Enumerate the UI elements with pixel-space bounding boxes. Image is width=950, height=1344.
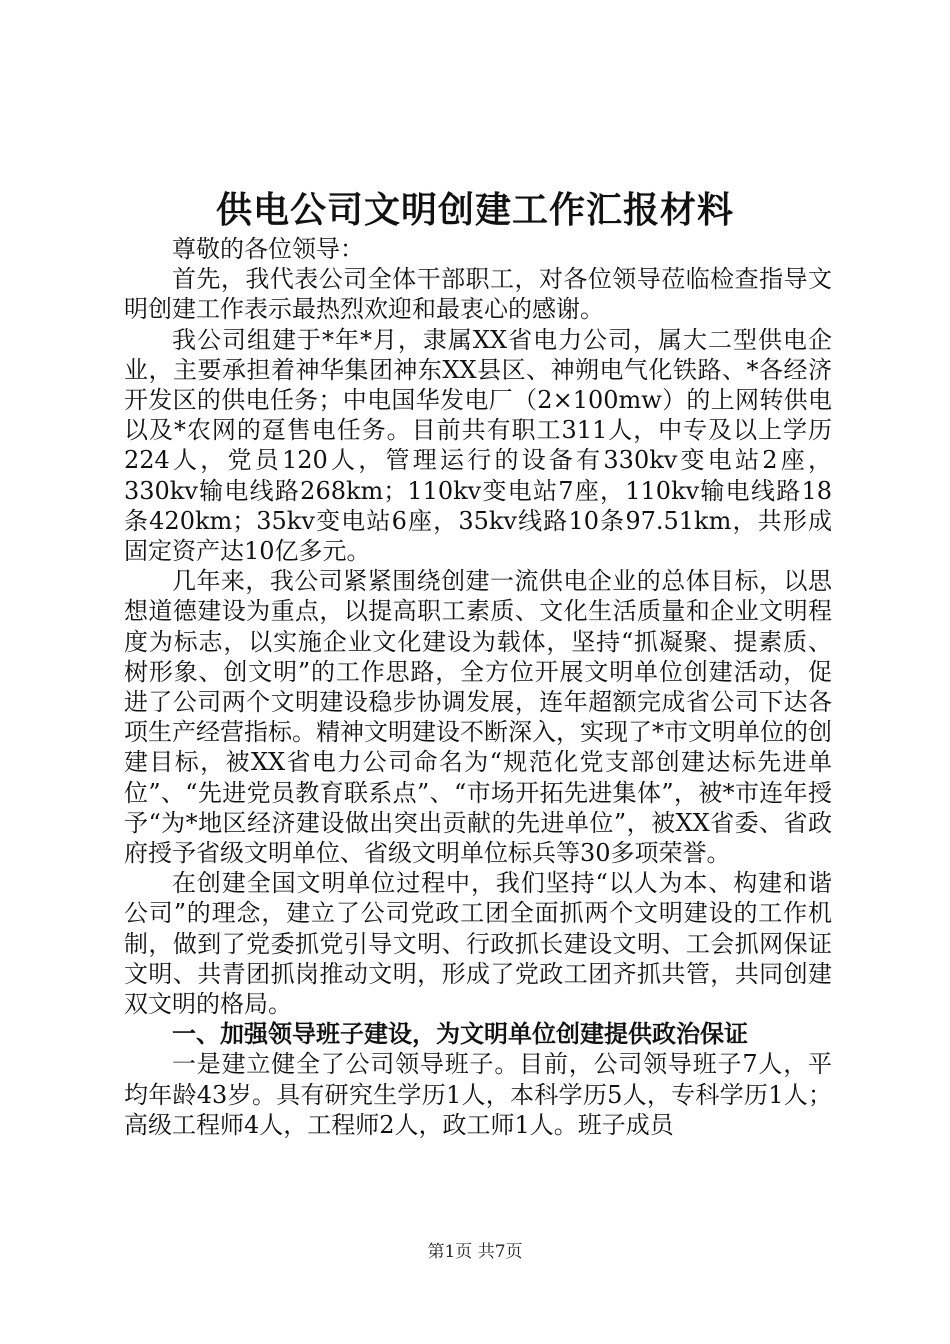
page-number-footer: 第1页 共7页 [427, 1242, 523, 1262]
section-heading-1: 一、加强领导班子建设，为文明单位创建提供政治保证 [172, 1019, 748, 1049]
paragraph-mechanism: 在创建全国文明单位过程中，我们坚持“以人为本、构建和谐公司”的理念，建立了公司党政工团全面抓两个文明建设的工作机制，做到了党委抓党引导文明、行政抓长建设文明、工会抓网保证文明、共青团抓岗推动文明，形成了党政工团齐抓共管，共同创建双文明的格局。 [124, 869, 832, 1019]
paragraph-greeting: 尊敬的各位领导： [172, 235, 364, 263]
paragraph-leadership: 一是建立健全了公司领导班子。目前，公司领导班子7人，平均年龄43岁。具有研究生学历1人，本科学历5人，专科学历1人；高级工程师4人，工程师2人，政工师1人。班子成员 [124, 1050, 832, 1139]
document-title: 供电公司文明创建工作汇报材料 [215, 189, 734, 231]
paragraph-company-overview: 我公司组建于*年*月，隶属XX省电力公司，属大二型供电企业，主要承担着神华集团神东XX县区、神朔电气化铁路、*各经济开发区的供电任务；中电国华发电厂（2×100mw）的上网转供电以及*农网的趸售电任务。目前共有职工311人，中专及以上学历224人，党员120人，管理运行的设备有330kv变电站2座，330kv输电线路268km；110kv变电站7座，110kv输电线路18条420km；35kv变电站6座，35kv线路10条97.51km，共形成固定资产达10亿多元。 [124, 325, 832, 566]
paragraph-welcome: 首先，我代表公司全体干部职工，对各位领导莅临检查指导文明创建工作表示最热烈欢迎和最衷心的感谢。 [124, 265, 832, 324]
document-body [124, 234, 832, 1140]
paragraph-achievements: 几年来，我公司紧紧围绕创建一流供电企业的总体目标，以思想道德建设为重点，以提高职工素质、文化生活质量和企业文明程度为标志，以实施企业文化建设为载体，坚持“抓凝聚、提素质、树形象、创文明”的工作思路，全方位开展文明单位创建活动，促进了公司两个文明建设稳步协调发展，连年超额完成省公司下达各项生产经营指标。精神文明建设不断深入，实现了*市文明单位的创建目标，被XX省电力公司命名为“规范化党支部创建达标先进单位”、“先进党员教育联系点”、“市场开拓先进集体”，被*市连年授予“为*地区经济建设做出突出贡献的先进单位”，被XX省委、省政府授予省级文明单位、省级文明单位标兵等30多项荣誉。 [124, 567, 832, 868]
